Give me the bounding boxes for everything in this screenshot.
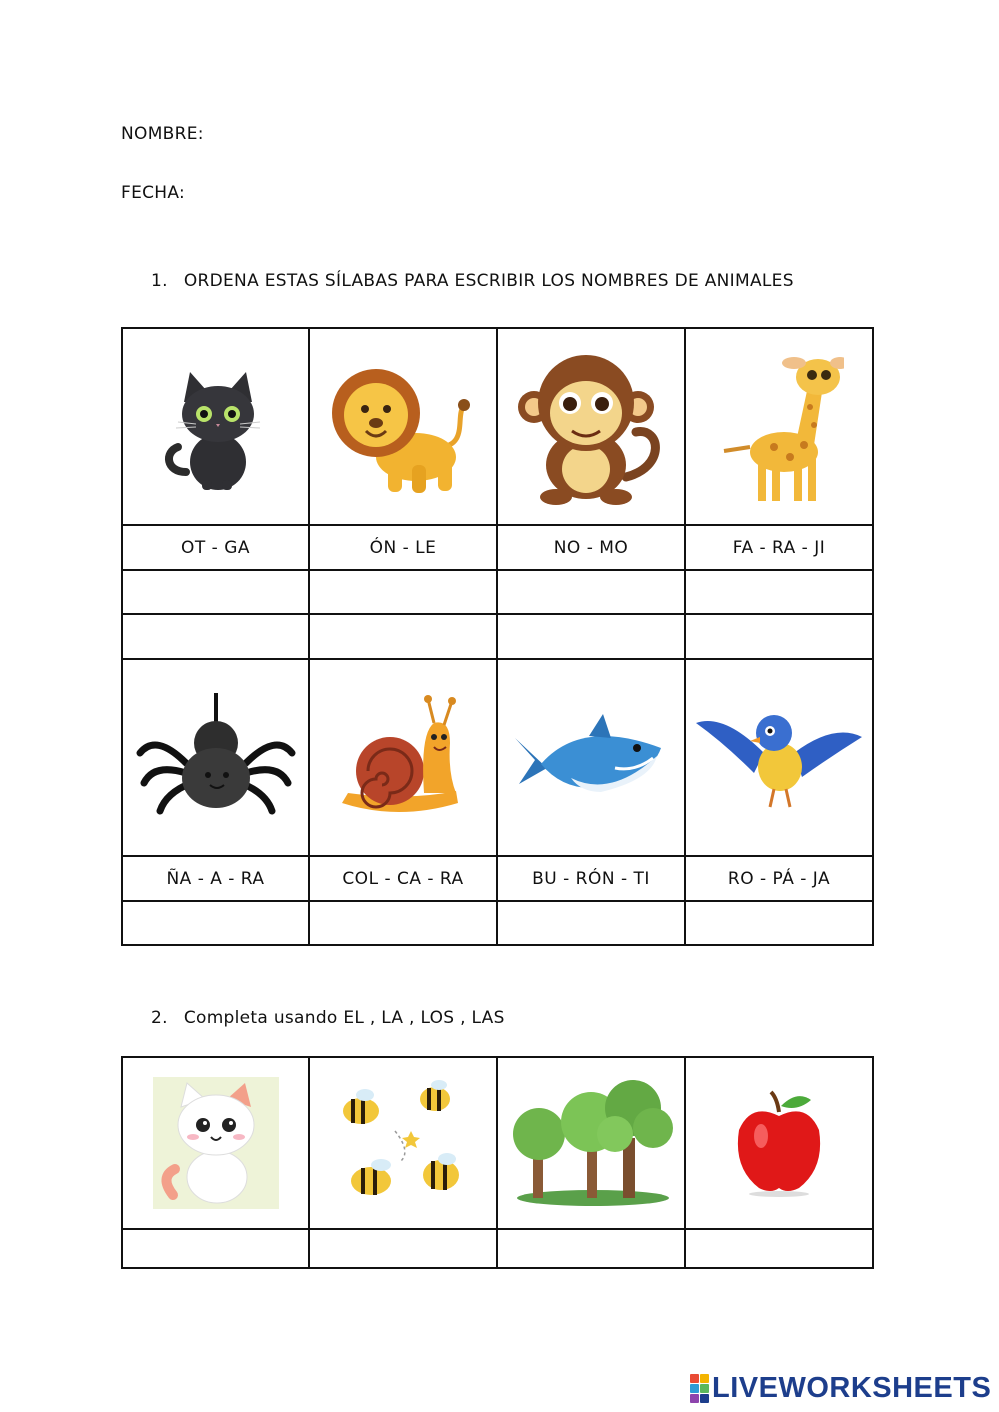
syllable-table <box>121 327 874 946</box>
article-field-apple[interactable] <box>685 1229 873 1268</box>
apple-icon <box>731 1088 827 1198</box>
kitten-icon <box>153 1077 279 1209</box>
date-label: FECHA: <box>121 183 186 203</box>
answer-field-spider[interactable] <box>122 901 309 945</box>
answer-field-giraffe-2[interactable] <box>685 614 873 659</box>
answer-field-shark[interactable] <box>497 901 685 945</box>
spider-icon <box>136 693 296 823</box>
answer-field-cat-2[interactable] <box>122 614 309 659</box>
syllables-giraffe: FA - RA - JI <box>685 525 873 570</box>
article-field-kitten[interactable] <box>122 1229 309 1268</box>
liveworksheets-logo-icon <box>690 1374 709 1403</box>
question-2-heading <box>151 1008 505 1028</box>
answer-field-monkey-2[interactable] <box>497 614 685 659</box>
syllables-lion: ÓN - LE <box>309 525 497 570</box>
answer-field-bird[interactable] <box>685 901 873 945</box>
liveworksheets-logo-text: LIVEWORKSHEETS <box>712 1372 992 1404</box>
giraffe-icon <box>714 347 844 507</box>
trees-icon <box>503 1078 679 1208</box>
kitten-picture-cell <box>122 1057 309 1229</box>
lion-icon <box>328 357 478 497</box>
article-table <box>121 1056 874 1269</box>
spider-picture-cell <box>122 659 309 856</box>
monkey-icon <box>516 347 666 507</box>
article-field-trees[interactable] <box>497 1229 685 1268</box>
snail-picture-cell <box>309 659 497 856</box>
black-cat-icon <box>156 362 276 492</box>
bees-icon <box>331 1071 475 1215</box>
syllables-monkey: NO - MO <box>497 525 685 570</box>
bird-icon <box>694 703 864 813</box>
question-1-number: 1. <box>151 271 168 291</box>
answer-field-monkey[interactable] <box>497 570 685 614</box>
apple-picture-cell <box>685 1057 873 1229</box>
liveworksheets-logo <box>690 1372 991 1405</box>
snail-icon <box>338 693 468 823</box>
answer-field-cat[interactable] <box>122 570 309 614</box>
cat-picture-cell <box>122 328 309 525</box>
question-2-title: Completa usando EL , LA , LOS , LAS <box>183 1008 505 1028</box>
monkey-picture-cell <box>497 328 685 525</box>
answer-field-lion[interactable] <box>309 570 497 614</box>
syllables-bird: RO - PÁ - JA <box>685 856 873 901</box>
answer-field-snail[interactable] <box>309 901 497 945</box>
question-2-number: 2. <box>151 1008 168 1028</box>
lion-picture-cell <box>309 328 497 525</box>
bees-picture-cell <box>309 1057 497 1229</box>
syllables-shark: BU - RÓN - TI <box>497 856 685 901</box>
syllables-cat: OT - GA <box>122 525 309 570</box>
shark-picture-cell <box>497 659 685 856</box>
answer-field-giraffe[interactable] <box>685 570 873 614</box>
syllables-spider: ÑA - A - RA <box>122 856 309 901</box>
question-1-heading <box>151 271 794 291</box>
bird-picture-cell <box>685 659 873 856</box>
shark-icon <box>511 708 671 808</box>
trees-picture-cell <box>497 1057 685 1229</box>
question-1-title: ORDENA ESTAS SÍLABAS PARA ESCRIBIR LOS NOMBRES DE ANIMALES <box>183 271 794 291</box>
article-field-bees[interactable] <box>309 1229 497 1268</box>
answer-field-lion-2[interactable] <box>309 614 497 659</box>
giraffe-picture-cell <box>685 328 873 525</box>
syllables-snail: COL - CA - RA <box>309 856 497 901</box>
name-label: NOMBRE: <box>121 124 204 144</box>
